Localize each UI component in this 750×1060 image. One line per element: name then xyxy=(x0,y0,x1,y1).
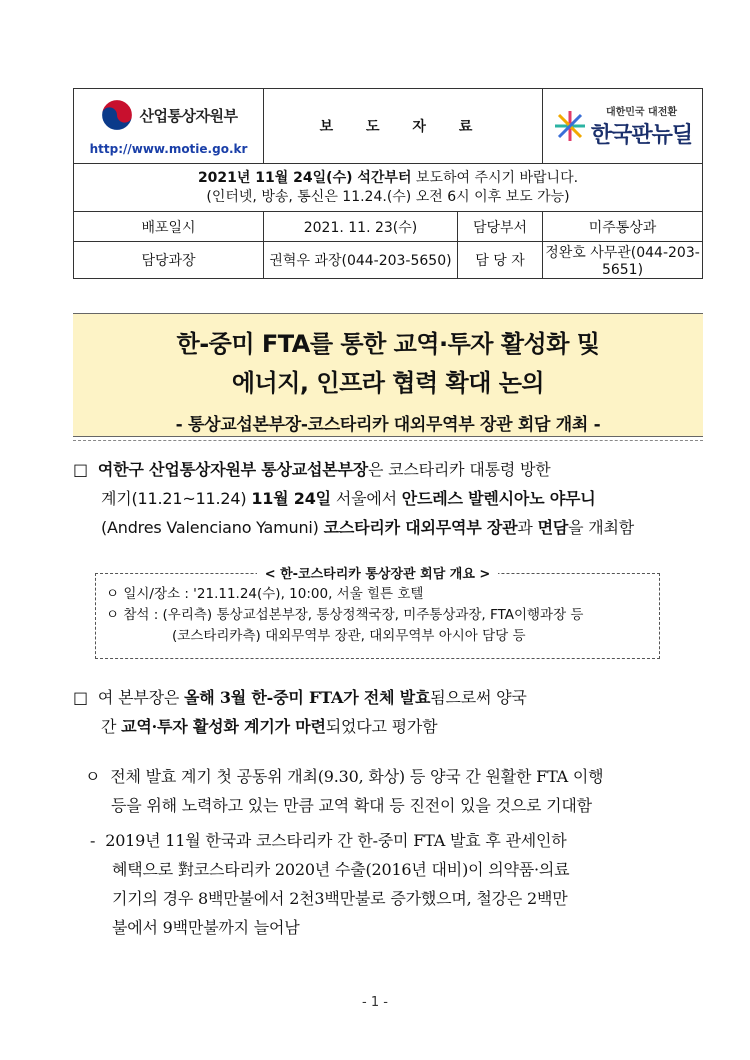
headline-line-1: 한-중미 FTA를 통한 교역·투자 활성화 및 xyxy=(176,330,600,358)
headline-divider xyxy=(73,440,703,441)
taegeuk-emblem-icon xyxy=(100,98,134,132)
embargo-date: 2021년 11월 24일(수) 석간부터 xyxy=(197,169,412,186)
embargo-text: 보도하여 주시기 바랍니다. xyxy=(411,169,579,186)
square-bullet: □ xyxy=(73,688,88,707)
newdeal-title: 한국판뉴딜 xyxy=(590,123,693,148)
manager-label: 담당과장 xyxy=(74,242,264,279)
staff-value: 정완호 사무관(044-203-5651) xyxy=(543,242,703,279)
embargo-online-note: (인터넷, 방송, 통신은 11.24.(수) 오전 6시 이후 보도 가능) xyxy=(206,188,570,205)
department-value: 미주통상과 xyxy=(543,212,703,242)
department-label: 담당부서 xyxy=(458,212,543,242)
ministry-logo-cell xyxy=(74,89,264,164)
square-bullet: □ xyxy=(73,460,88,479)
headline-box xyxy=(73,313,703,437)
subheadline: - 통상교섭본부장-코스타리카 대외무역부 장관 회담 개최 - xyxy=(175,415,601,435)
paragraph-4: - 2019년 11월 한국과 코스타리카 간 한-중미 FTA 발효 후 관세인하 혜택으로 對코스타리카 2020년 수출(2016년 대비)이 의약품·의료 기기의 경우 8백만불에서 2천3백만불로 증가했으며, 철강은 2백만 불에서 9백만불까지 늘어남 xyxy=(90,831,570,937)
headline-line-2: 에너지, 인프라 협력 확대 논의 xyxy=(231,369,545,397)
newdeal-tagline: 대한민국 대전환 xyxy=(605,107,678,118)
press-header-table xyxy=(73,88,703,279)
dash-bullet: - xyxy=(90,831,96,850)
document-title: 보 도 자 료 xyxy=(264,89,543,164)
ministry-url-link[interactable]: http://www.motie.go.kr xyxy=(89,142,248,156)
manager-value: 권혁우 과장(044-203-5650) xyxy=(264,242,458,279)
newdeal-star-icon xyxy=(553,109,587,143)
ministry-name: 산업통상자원부 xyxy=(139,106,238,125)
paragraph-2: □ 여 본부장은 올해 3월 한-중미 FTA가 전체 발효됨으로써 양국 간 교역·투자 활성화 계기가 마련되었다고 평가함 xyxy=(73,688,527,736)
meeting-summary-box xyxy=(95,567,660,659)
summary-datetime-place: ㅇ 일시/장소 : '21.11.24(수), 10:00, 서울 힐튼 호텔 xyxy=(106,586,424,602)
summary-attendees-korea: ㅇ 참석 : (우리측) 통상교섭본부장, 통상정책국장, 미주통상과장, FTA이행과장 등 xyxy=(106,607,584,623)
paragraph-3: ㅇ 전체 발효 계기 첫 공동위 개최(9.30, 화상) 등 양국 간 원활한 FTA 이행 등을 위해 노력하고 있는 만큼 교역 확대 등 진전이 있을 것으로 기대함 xyxy=(85,767,604,815)
circle-bullet: ㅇ xyxy=(85,767,101,786)
paragraph-1: □ 여한구 산업통상자원부 통상교섭본부장은 코스타리카 대통령 방한 계기(11.21~11.24) 11월 24일 서울에서 안드레스 발렌시아노 야무니 (Andres Valenciano Yamuni) 코스타리카 대외무역부 장관과 면담을 개최함 xyxy=(73,460,635,537)
page-number: - 1 - xyxy=(362,995,388,1010)
staff-label: 담 당 자 xyxy=(458,242,543,279)
summary-title: < 한-코스타리카 통상장관 회담 개요 > xyxy=(257,567,499,582)
release-date-label: 배포일시 xyxy=(74,212,264,242)
release-date-value: 2021. 11. 23(수) xyxy=(264,212,458,242)
newdeal-logo-cell xyxy=(543,89,703,164)
summary-attendees-costarica: (코스타리카측) 대외무역부 장관, 대외무역부 아시아 담당 등 xyxy=(172,628,526,644)
embargo-notice xyxy=(74,164,703,212)
